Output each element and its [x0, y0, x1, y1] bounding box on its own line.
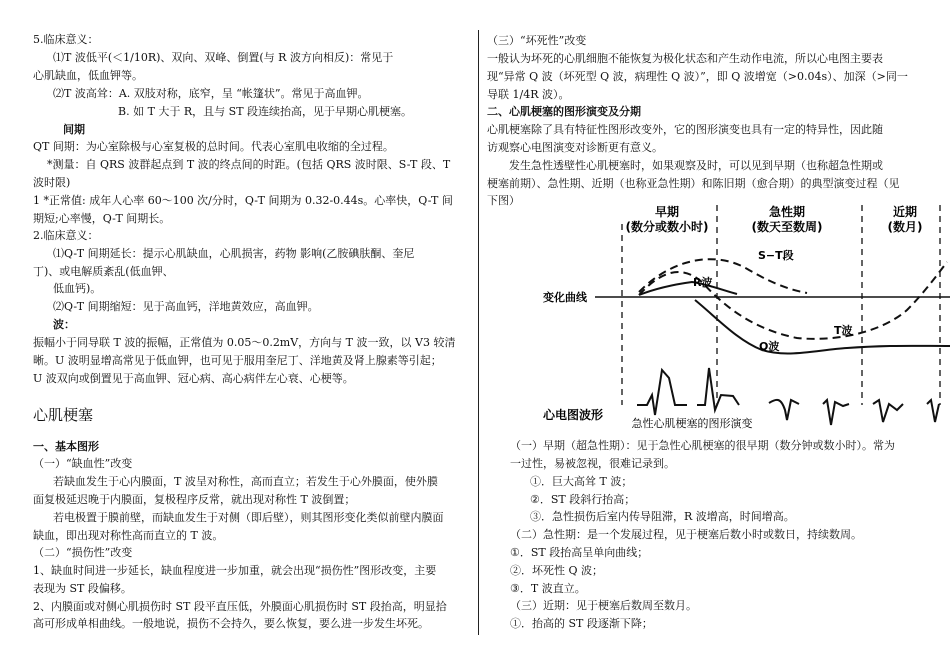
text-line: 现“异常 Q 波（坏死型 Q 波，病理性 Q 波）”，即 Q 波增宽（>0.04s）、加深（>同一 [487, 70, 908, 83]
text-line: 期短;心率慢，Q-T 间期长。 [33, 212, 171, 225]
text-line: （二）急性期：是一个发展过程，见于梗塞后数小时或数日，持续数周。 [510, 528, 862, 541]
ecg-waveform [873, 400, 903, 422]
st-segment-label: S−T段 [758, 249, 794, 262]
text-line: （三）近期：见于梗塞后数周至数月。 [510, 599, 697, 612]
list-item: ①．抬高的 ST 段逐渐下降； [510, 617, 653, 630]
text-line: （一）早期（超急性期）：见于急性心肌梗塞的很早期（数分钟或数小时）。常为 [510, 439, 895, 452]
text-line: 低血钙)。 [53, 282, 102, 295]
text-line: 5.临床意义： [33, 33, 99, 46]
text-line: 导联 1/4R 波）。 [487, 88, 570, 101]
q-wave-label: Q波 [759, 340, 780, 353]
text-line: ⑵T 波高耸：A. 双肢对称，底窄，呈 “帐篷状”。常见于高血钾。 [53, 87, 369, 100]
t-wave-curve [639, 262, 947, 339]
text-line: ⑴T 波低平(＜1/10R)、双向、双峰、倒置(与 R 波方向相反)：常见于 [53, 51, 394, 64]
mi-evolution-figure [487, 200, 950, 430]
text-line: 面复极延迟晚于内膜面，复极程序反常，就出现对称性 T 波倒置； [33, 493, 356, 506]
subsection-heading: （一）“缺血性”改变 [33, 457, 133, 470]
list-item: ①．ST 段抬高呈单向曲线； [510, 546, 649, 559]
stage-acute-sub: (数天至数周) [751, 220, 823, 234]
text-line: *测量：自 QRS 波群起点到 T 波的终点间的时距。(包括 QRS 波时限、S-T 段、T [47, 158, 451, 171]
text-line: 一过性，易被忽视，很难记录到。 [510, 457, 675, 470]
text-line: 晰。U 波明显增高常见于低血钾，也可见于服用奎尼丁、洋地黄及肾上腺素等引起； [33, 354, 442, 367]
text-line: ⑵Q-T 间期缩短：见于高血钙，洋地黄效应，高血钾。 [53, 300, 319, 313]
text-line: 缺血，即出现对称性高而直立的 T 波。 [33, 529, 224, 542]
ecg-waveform [823, 400, 849, 425]
text-line: 1 *正常值: 成年人心率 60～100 次/分时，Q-T 间期为 0.32-0.44s。心率快，Q-T 间 [33, 194, 453, 207]
text-line: 梗塞前期）、急性期、近期（也称亚急性期）和陈旧期（愈合期）的典型演变过程（见 [487, 177, 900, 190]
r-wave-label: R波 [693, 276, 713, 289]
curve-label: 变化曲线 [543, 291, 587, 304]
section-heading: 一、基本图形 [33, 440, 99, 453]
ecg-waveform [769, 400, 799, 420]
section-heading: 间期 [63, 123, 85, 136]
text-line: 2、内膜面或对侧心肌损伤时 ST 段平直压低，外膜面心肌损伤时 ST 段抬高，明显拾 [33, 600, 447, 613]
list-item: ②．坏死性 Q 波； [510, 564, 604, 577]
text-line: 一般认为坏死的心肌细胞不能恢复为极化状态和产生动作电流，所以心电图主要表 [487, 52, 883, 65]
list-item: ②．ST 段斜行抬高； [530, 493, 636, 506]
text-line: 波时限) [33, 176, 71, 189]
text-line: 心肌梗塞除了具有特征性图形改变外，它的图形演变也具有一定的特异性，因此随 [487, 123, 883, 136]
text-line: 若电极置于膜前壁，而缺血发生于对侧（即后壁），则其图形变化类似前壁内膜面 [53, 511, 444, 524]
section-heading: 二、心肌梗塞的图形演变及分期 [487, 105, 641, 118]
text-line: 高可形成单相曲线。一般地说，损伤不会持久，要么恢复，要么进一步发生坏死。 [33, 617, 429, 630]
ecg-label: 心电图波形 [543, 408, 604, 422]
t-wave-label: T波 [834, 324, 853, 337]
text-line: B. 如 T 大于 R，且与 ST 段连续抬高，见于早期心肌梗塞。 [118, 105, 413, 118]
ecg-waveform [637, 370, 687, 415]
stage-recent-label: 近期 [892, 205, 918, 219]
ecg-waveform [927, 400, 939, 422]
text-line: 若缺血发生于心内膜面，T 波呈对称性，高而直立；若发生于心外膜面，使外膜 [53, 475, 438, 488]
text-line: 下图） [487, 194, 520, 207]
text-line: 心肌缺血，低血钾等。 [33, 69, 143, 82]
figure-caption: 急性心肌梗塞的图形演变 [631, 417, 753, 430]
list-item: ③．T 波直立。 [510, 582, 586, 595]
r-wave-curve [639, 282, 737, 295]
subsection-heading: （二）“损伤性”改变 [33, 546, 133, 559]
stage-recent-sub: (数月) [887, 220, 923, 234]
text-line: QT 间期：为心室除极与心室复极的总时间。代表心室肌电收缩的全过程。 [33, 140, 394, 153]
list-item: ③．急性损伤后室内传导阻滞，R 波增高，时间增高。 [530, 510, 795, 523]
text-line: ⑴Q-T 间期延长：提示心肌缺血，心肌损害，药物 影响(乙胺碘肤酮、奎尼 [53, 247, 415, 260]
ecg-waveform [697, 368, 739, 410]
mi-evolution-diagram [487, 200, 950, 430]
stage-early-label: 早期 [654, 205, 680, 219]
text-line: 1、缺血时间进一步延长，缺血程度进一步加重，就会出现“损伤性”图形改变，主要 [33, 564, 437, 577]
stage-acute-label: 急性期 [768, 205, 806, 219]
list-item: ①．巨大高耸 T 波； [530, 475, 633, 488]
text-line: 2.临床意义： [33, 229, 99, 242]
text-line: 发生急性透壁性心肌梗塞时，如果观察及时，可以见到早期（也称超急性期或 [509, 159, 883, 172]
q-wave-curve [695, 300, 950, 353]
text-line: 振幅小于同导联 T 波的振幅，正常值为 0.05～0.2mV，方向与 T 波一致，以 V3 较清 [33, 336, 456, 349]
text-line: 丁)、或电解质紊乱(低血钾、 [33, 265, 174, 278]
column-divider [478, 30, 479, 635]
text-line: 访观察心电图演变对诊断更有意义。 [487, 141, 663, 154]
text-line: 表现为 ST 段偏移。 [33, 582, 132, 595]
text-line: U 波双向或倒置见于高血钾、冠心病、高心病伴左心衰、心梗等。 [33, 372, 354, 385]
subsection-heading: （三）“坏死性”改变 [487, 34, 587, 47]
section-heading: 波： [53, 318, 75, 331]
page-title: 心肌梗塞 [33, 406, 94, 424]
stage-early-sub: (数分或数小时) [625, 220, 709, 234]
